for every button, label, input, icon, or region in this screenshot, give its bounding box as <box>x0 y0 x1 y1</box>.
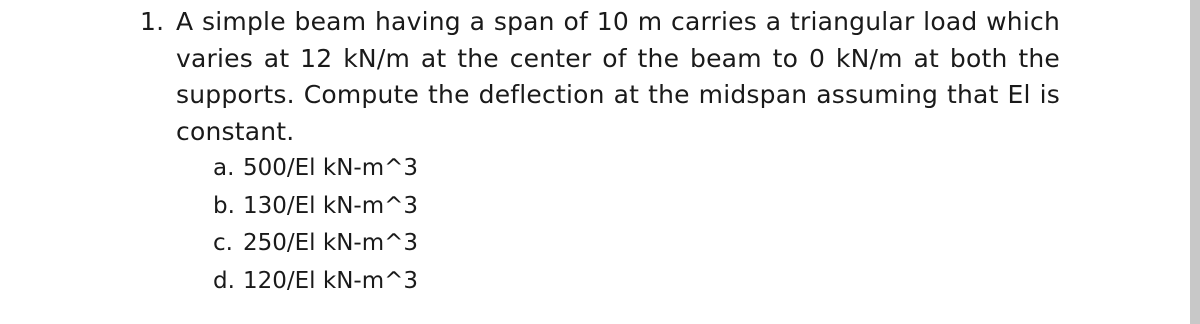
question-stem <box>140 4 1060 150</box>
choice-c-text: 250/El kN-m^3 <box>243 230 419 256</box>
question-block <box>140 4 1060 300</box>
choice-d[interactable] <box>213 263 1060 301</box>
choice-d-text: 120/El kN-m^3 <box>243 267 419 294</box>
choice-b[interactable] <box>213 188 1060 226</box>
question-text: A simple beam having a span of 10 m carries a triangular load which varies at 12 kN/m at the center of the beam to 0 kN/m at both the supports. Compute the deflection at the midspan assuming that El is constant. <box>176 7 1060 146</box>
choice-a-text: 500/El kN-m^3 <box>243 155 419 181</box>
answer-choices <box>140 150 1060 300</box>
choice-a-letter: a. <box>213 155 235 181</box>
choice-b-text: 130/El kN-m^3 <box>243 192 419 219</box>
choice-b-letter: b. <box>213 192 235 219</box>
choice-c[interactable] <box>213 225 1060 263</box>
choice-a[interactable] <box>213 150 1060 188</box>
question-number: 1. <box>140 7 165 36</box>
choice-d-letter: d. <box>213 267 235 294</box>
right-edge-bar <box>1190 0 1200 324</box>
choice-c-letter: c. <box>213 230 233 256</box>
